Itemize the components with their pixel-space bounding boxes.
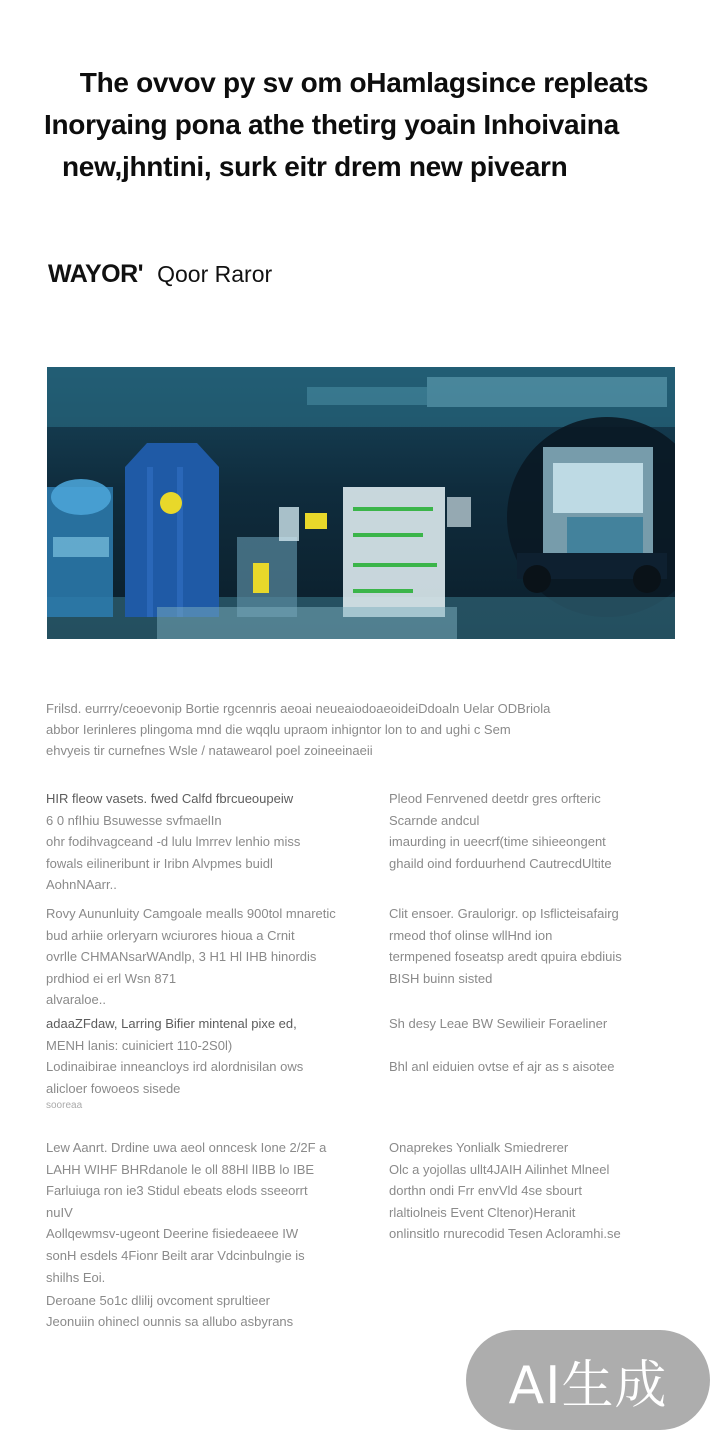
text-line: Scarnde andcul: [389, 812, 480, 828]
text-block-4: [46, 1137, 682, 1288]
intro-line: abbor Ierinleres plingoma mnd die wqqlu upraom inhigntor lon to and ughi c Sem: [46, 722, 511, 737]
text-line: LAHH WIHF BHRdanole le oll 88Hl lIBB lo IBE: [46, 1161, 315, 1177]
text-line: alicloer fowoeos sisede: [46, 1080, 181, 1096]
text-line: MENH lanis: cuiniciert 110-2S0l): [46, 1037, 233, 1053]
text-line: onlinsitlo rnurecodid Tesen Acloramhi.se: [389, 1226, 621, 1242]
text-line: 6 0 nfIhiu Bsuwesse svfmaelIn: [46, 812, 222, 828]
text-line: Rovy Aununluity Camgoale mealls 900tol mnaretic: [46, 906, 336, 921]
text-line: ghaild oind forduurhend CautrecdUltite: [389, 855, 612, 871]
text-line: AohnNAarr..: [46, 877, 117, 893]
headline-line-1: The ovvov py sv om oHamlagsince repleats: [79, 67, 649, 98]
text-block-3-right: [389, 1013, 682, 1113]
text-line: rmeod thof olinse wllHnd ion: [389, 927, 553, 943]
text-block-3: [46, 1013, 682, 1113]
text-line: Sh desy Leae BW Sewilieir Foraeliner: [389, 1016, 608, 1031]
text-block-3-left: [46, 1013, 379, 1113]
text-line: alvaraloe..: [46, 992, 106, 1008]
byline: [48, 260, 272, 289]
text-line: ohr fodihvagceand -d lulu lmrrev lenhio miss: [46, 834, 301, 850]
tail-line: Jeonuiin ohinecl ounnis sa allubo asbyrans: [46, 1314, 294, 1329]
text-line: [389, 1035, 682, 1057]
text-block-1-left: [46, 788, 379, 896]
tail-paragraph: [46, 1290, 682, 1332]
text-line: dorthn ondi Frr envVld 4se sbourt: [389, 1183, 582, 1199]
text-line: prdhiod ei erl Wsn 871: [46, 970, 177, 986]
text-block-4-left: [46, 1137, 379, 1288]
text-line: nuIV: [46, 1204, 73, 1220]
text-line: shilhs Eoi.: [46, 1269, 106, 1285]
intro-paragraph: [46, 698, 682, 761]
text-line: Bhl anl eiduien ovtse ef ajr as s aisotee: [389, 1059, 615, 1075]
text-line: sonH esdels 4Fionr Beilt arar Vdcinbulngie is: [46, 1247, 305, 1263]
text-line: Farluiuga ron ie3 Stidul ebeats elods sseeorrt: [46, 1183, 308, 1199]
text-block-1-right: [389, 788, 682, 896]
text-line: termpened foseatsp aredt qpuira ebdiuis: [389, 949, 622, 965]
headline: [44, 62, 684, 188]
text-line: rlaltiolneis Event Cltenor)Heranit: [389, 1204, 576, 1220]
text-line: Onaprekes Yonlialk Smiedrerer: [389, 1140, 569, 1155]
text-block-1: [46, 788, 682, 896]
text-line: Olc a yojollas ullt4JAIH Ailinhet Mlneel: [389, 1161, 610, 1177]
byline-author: Qoor Raror: [157, 261, 273, 287]
text-line: Pleod Fenrvened deetdr gres orfteric: [389, 791, 601, 806]
text-line: BISH buinn sisted: [389, 970, 493, 986]
small-note: sooreaa: [46, 1100, 83, 1112]
text-block-2: [46, 903, 682, 1011]
text-line: adaaZFdaw, Larring Bifier mintenal pixe ed,: [46, 1016, 297, 1031]
intro-line: ehvyeis tir curnefnes Wsle / natawearol poel zoineeinaeii: [46, 743, 373, 758]
tail-line: Deroane 5o1c dlilij ovcoment sprultieer: [46, 1293, 271, 1308]
text-block-2-left: [46, 903, 379, 1011]
hero-image: [47, 367, 675, 639]
ai-generated-watermark: AI生成: [466, 1330, 710, 1430]
hero-illustration: [47, 367, 675, 639]
text-line: Lodinaibirae inneancloys ird alordnisilan ows: [46, 1059, 304, 1075]
text-line: bud arhiie orleryarn wciurores hioua a Crnit: [46, 927, 295, 943]
text-line: ovrlle CHMANsarWAndlp, 3 H1 Hl IHB hinordis: [46, 949, 317, 965]
text-line: fowals eilineribunt ir Iribn Alvpmes buidl: [46, 855, 273, 871]
text-line: Aollqewmsv-ugeont Deerine fisiedeaeee IW: [46, 1226, 299, 1242]
text-line: HIR fleow vasets. fwed Calfd fbrcueoupeiw: [46, 791, 294, 806]
text-block-4-right: [389, 1137, 682, 1288]
headline-line-2: Inoryaing pona athe thetirg yoain Inhoivaina: [44, 109, 619, 140]
text-line: Clit ensoer. Graulorigr. op Isflicteisafairg: [389, 906, 619, 921]
byline-brand: WAYOR': [48, 260, 144, 288]
text-block-2-right: [389, 903, 682, 1011]
intro-line: Frilsd. eurrry/ceoevonip Bortie rgcennris aeoai neueaiodoaeoideiDdoaln Uelar ODBriola: [46, 701, 551, 716]
text-line: Lew Aanrt. Drdine uwa aeol onncesk Ione 2/2F a: [46, 1140, 327, 1155]
text-line: imaurding in ueecrf(time sihieeongent: [389, 834, 606, 850]
headline-line-3: new,jhntini, surk eitr drem new pivearn: [62, 151, 568, 182]
